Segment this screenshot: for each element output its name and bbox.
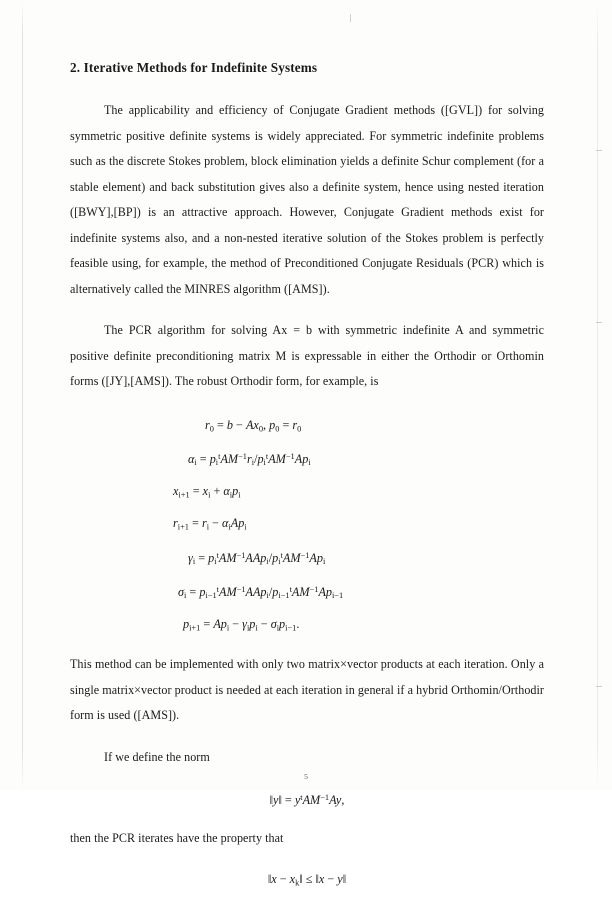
equation-r-update: $r_{i+1} = r_i - \alpha_iAp_i$ <box>173 516 247 532</box>
paragraph-iterate-property: then the PCR iterates have the property that <box>70 830 284 845</box>
paragraph-pcr-algorithm: The PCR algorithm for solving Ax = b with symmetric indefinite A and symmetric positive definite preconditioning matrix M is expressable in either the Orthodir or Orthomin forms ([JY],[AMS]). The robust Orthodir form, for example, is <box>70 323 544 388</box>
page-body <box>70 60 544 910</box>
equation-sigma: $\sigma_i = p_{i-1}^tAM^{-1}AAp_i/p_{i-1}^tAM^{-1}Ap_{i-1}$ <box>178 584 344 600</box>
page-number: 5 <box>304 772 308 781</box>
equation-gamma: $\gamma_i = p_i^tAM^{-1}AAp_i/p_i^tAM^{-1}Ap_i$ <box>188 550 326 566</box>
equation-p-update: $p_{i+1} = Ap_i - \gamma_ip_i - \sigma_ip_{i-1}$. <box>183 616 300 633</box>
paragraph-intro: The applicability and efficiency of Conjugate Gradient methods ([GVL]) for solving symmetric positive definite systems is widely appreciated. For symmetric indefinite problems such as the discrete Stokes problem, block elimination yields a definite Schur complement (for a stable element) and back substitution gives also a definite system, hence using nested iteration ([BWY],[BP]) is an attractive approach. However, Conjugate Gradient methods exist for indefinite systems also, and a non-nested iterative solution of the Stokes problem is perfectly feasible using, for example, the method of Preconditioned Conjugate Residuals (PCR) which is alternatively called the MINRES algorithm ([AMS]). <box>70 103 544 296</box>
display-equation-norm: ‖y‖ = $y^tAM^{-1}Ay$, <box>269 792 345 807</box>
scan-tick-top <box>350 14 351 22</box>
equation-x-update: $x_{i+1} = x_i + \alpha_ip_i$ <box>173 483 241 500</box>
scan-tick-right-bottom <box>596 686 602 687</box>
scan-tick-right-lower <box>596 322 602 323</box>
paragraph-implementation: This method can be implemented with only two matrix×vector products at each iteration. Only a single matrix×vector product is needed at each iteration in general if a hybrid Orthomin/Orthodir form is used ([AMS]). <box>70 657 544 723</box>
equation-alpha: $\alpha_i = p_i^tAM^{-1}r_i/p_i^tAM^{-1}Ap_i$ <box>188 451 311 467</box>
section-heading: 2. Iterative Methods for Indefinite Systems <box>70 60 318 75</box>
equation-block-orthodir <box>70 411 544 643</box>
page-edge-artifact-right <box>597 0 598 791</box>
page-edge-artifact-left <box>22 0 23 791</box>
equation-r0: $r_0 = b - Ax_0$, $p_0 = r_0$ <box>205 417 302 433</box>
paragraph-norm-definition: If we define the norm <box>104 749 210 764</box>
scan-tick-right-upper <box>596 150 602 151</box>
display-equation-bound: ‖x − $x_k‖$ ≤ ‖x − y‖ <box>267 872 347 888</box>
